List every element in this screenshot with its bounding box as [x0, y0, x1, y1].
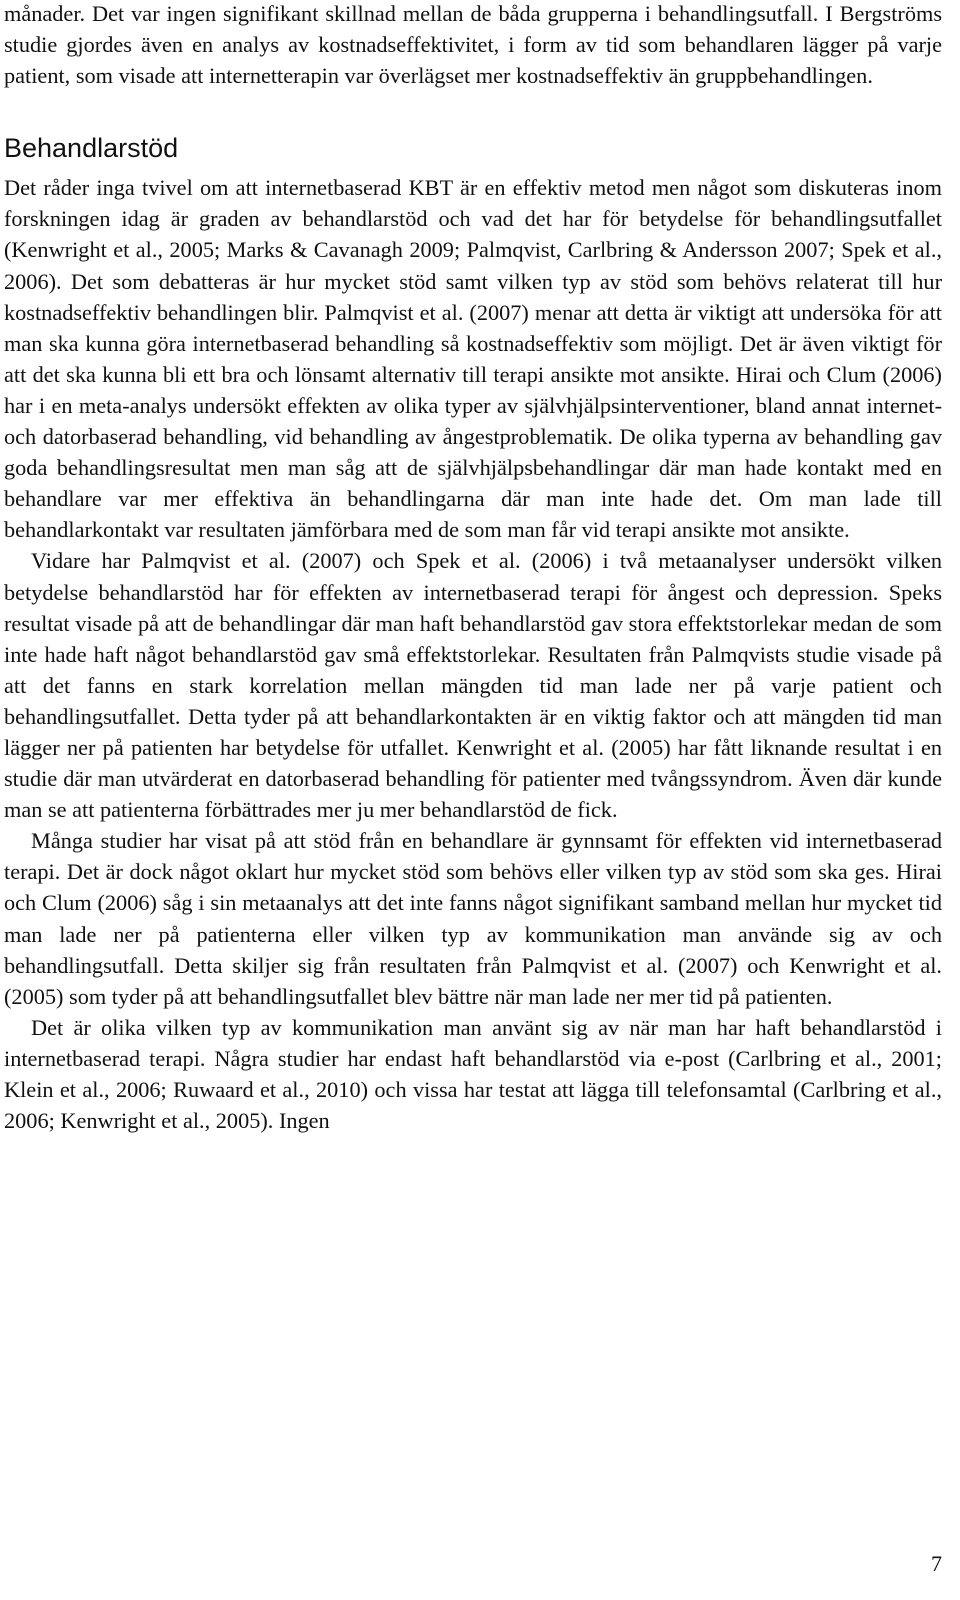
- paragraph: Många studier har visat på att stöd från en behandlare är gynnsamt för effekten vid internetbaserad terapi. Det är dock något oklart hur mycket stöd som behövs eller vilken typ av stöd som ska ges. Hirai och Clum (2006) såg i sin metaanalys att det inte fanns något signifikant samband mellan hur mycket tid man lade ner på patienterna eller vilken typ av kommunikation man använde sig av och behandlingsutfall. Detta skiljer sig från resultaten från Palmqvist et al. (2007) och Kenwright et al. (2005) som tyder på att behandlingsutfallet blev bättre när man lade ner mer tid på patienten.: [4, 828, 942, 1009]
- page-number: 7: [931, 1551, 942, 1576]
- paragraph: Vidare har Palmqvist et al. (2007) och Spek et al. (2006) i två metaanalyser undersökt vilken betydelse behandlarstöd har för effekten av internetbaserad terapi för ångest och depression. Speks resultat visade på att de behandlingar där man haft behandlarstöd gav stora effektstorlekar medan de som inte hade haft något behandlarstöd gav små effektstorlekar. Resultaten från Palmqvists studie visade på att det fanns en stark korrelation mellan mängden tid man lade ner på varje patient och behandlingsutfallet. Detta tyder på att behandlarkontakten är en viktig faktor och att mängden tid man lägger ner på patienten har betydelse för utfallet. Kenwright et al. (2005) har fått liknande resultat i en studie där man utvärderat en datorbaserad behandling för patienter med tvångssyndrom. Även där kunde man se att patienterna förbättrades mer ju mer behandlarstöd de fick.: [4, 548, 942, 823]
- paragraph: Det råder inga tvivel om att internetbaserad KBT är en effektiv metod men något som diskuteras inom forskningen idag är graden av behandlarstöd och vad det har för betydelse för behandlingsutfallet (Kenwright et al., 2005; Marks & Cavanagh 2009; Palmqvist, Carlbring & Andersson 2007; Spek et al., 2006). Det som debatteras är hur mycket stöd samt vilken typ av stöd som behövs relaterat till hur kostnadseffektiv behandlingen blir. Palmqvist et al. (2007) menar att detta är viktigt att undersöka för att man ska kunna göra internetbaserad behandling så kostnadseffektiv som möjligt. Det är även viktigt för att det ska kunna bli ett bra och lönsamt alternativ till terapi ansikte mot ansikte. Hirai och Clum (2006) har i en meta-analys undersökt effekten av olika typer av självhjälpsinterventioner, bland annat internet- och datorbaserad behandling, vid behandling av ångestproblematik. De olika typerna av behandling gav goda behandlingsresultat men man såg att de självhjälpsbehandlingar där man hade kontakt med en behandlare var mer effektiva än behandlingarna där man inte hade det. Om man lade till behandlarkontakt var resultaten jämförbara med de som man får vid terapi ansikte mot ansikte.: [4, 175, 942, 543]
- paragraph-continued: månader. Det var ingen signifikant skillnad mellan de båda grupperna i behandlingsutfall. I Bergströms studie gjordes även en analys av kostnadseffektivitet, i form av tid som behandlaren lägger på varje patient, som visade att internetterapin var överlägset mer kostnadseffektiv än gruppbehandlingen.: [4, 1, 942, 89]
- section-heading: Behandlarstöd: [4, 133, 179, 164]
- paragraph: Det är olika vilken typ av kommunikation man använt sig av när man har haft behandlarstöd i internetbaserad terapi. Några studier har endast haft behandlarstöd via e-post (Carlbring et al., 2001; Klein et al., 2006; Ruwaard et al., 2010) och vissa har testat att lägga till telefonsamtal (Carlbring et al., 2006; Kenwright et al., 2005). Ingen: [4, 1014, 942, 1134]
